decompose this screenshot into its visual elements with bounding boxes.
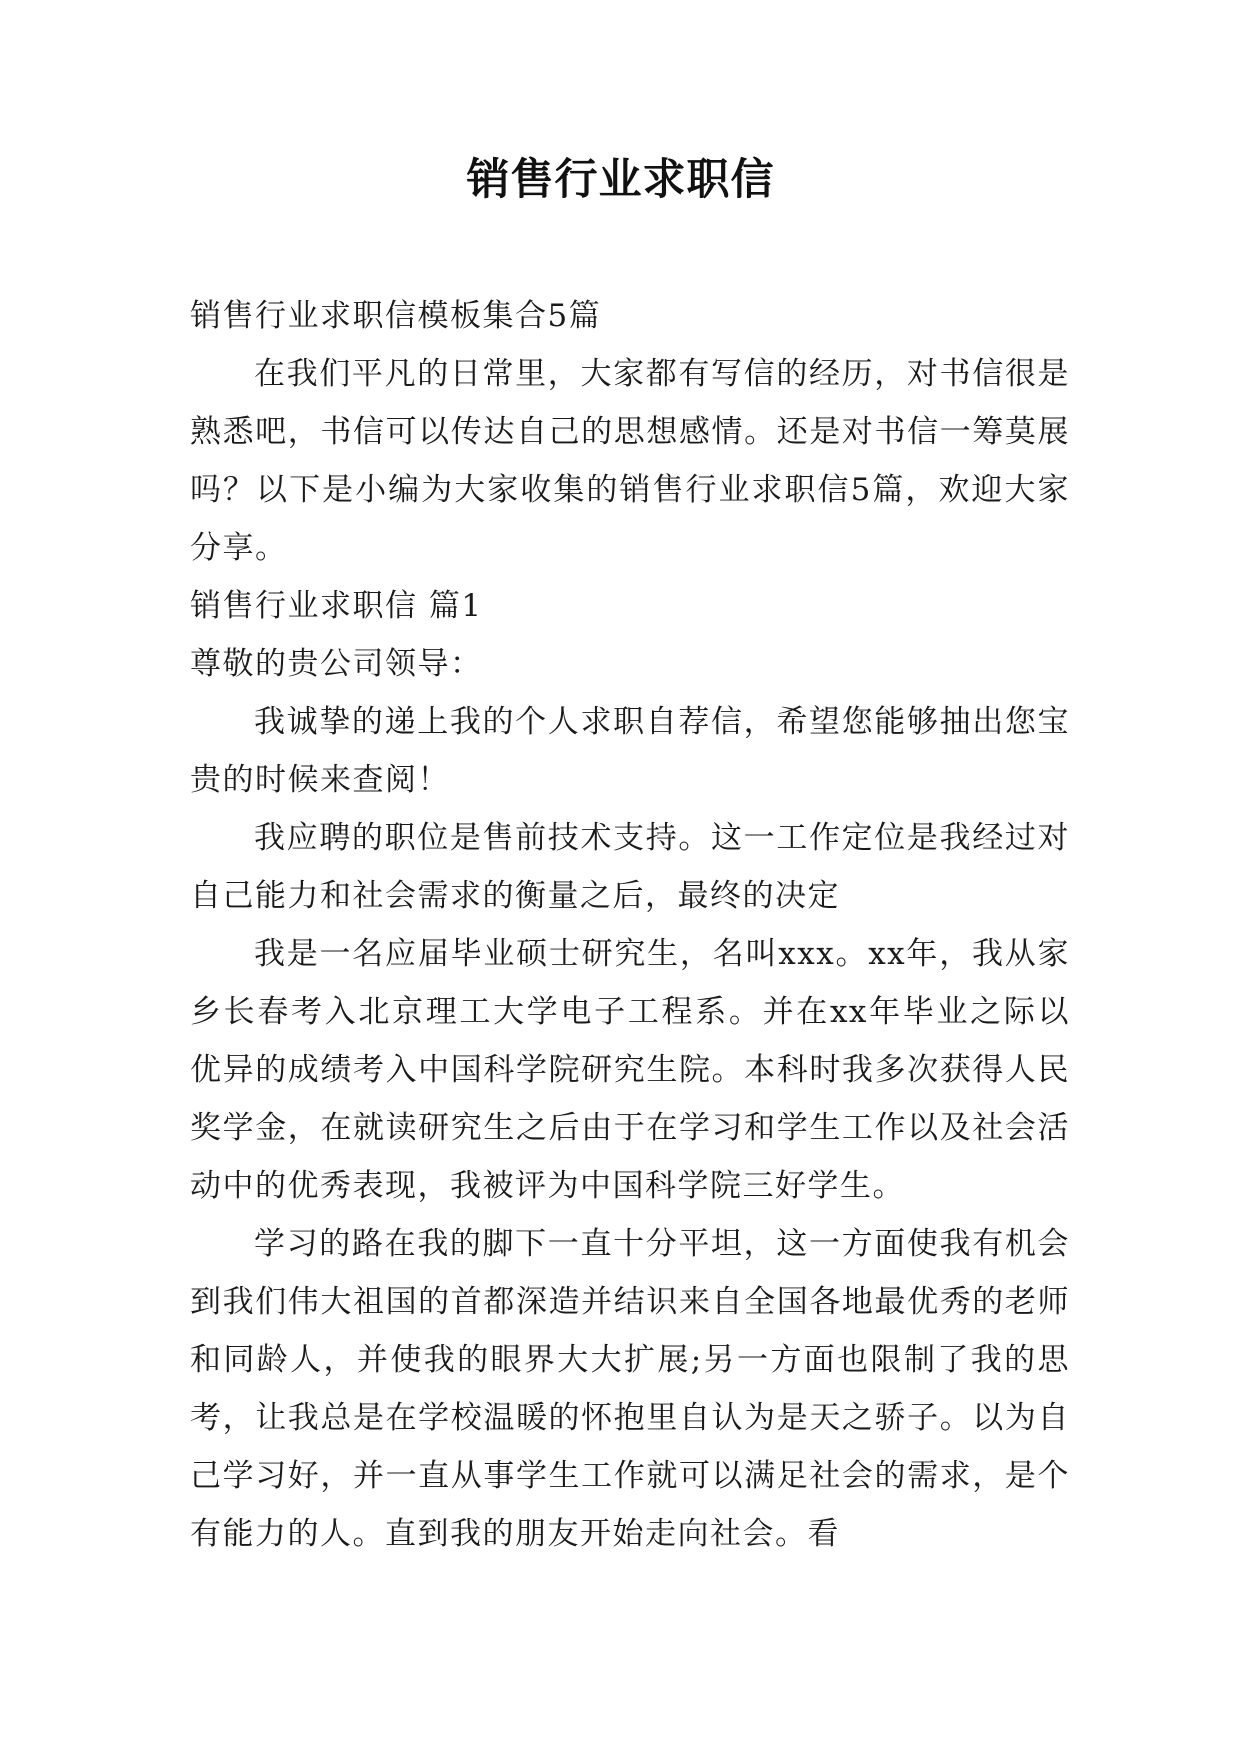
document-body xyxy=(190,287,1070,1563)
body-paragraph: 学习的路在我的脚下一直十分平坦，这一方面使我有机会到我们伟大祖国的首都深造并结识来自全国各地最优秀的老师和同龄人，并使我的眼界大大扩展;另一方面也限制了我的思考，让我总是在学校温暖的怀抱里自认为是天之骄子。以为自己学习好，并一直从事学生工作就可以满足社会的需求，是个有能力的人。直到我的朋友开始走向社会。看 xyxy=(190,1226,1070,1552)
body-paragraph: 我诚挚的递上我的个人求职自荐信，希望您能够抽出您宝贵的时候来查阅！ xyxy=(190,704,1070,798)
subtitle-line: 销售行业求职信模板集合5篇 xyxy=(190,298,602,334)
document-title: 销售行业求职信 xyxy=(466,155,775,205)
section-heading: 销售行业求职信 篇1 xyxy=(190,588,483,624)
body-paragraph: 我应聘的职位是售前技术支持。这一工作定位是我经过对自己能力和社会需求的衡量之后，最终的决定 xyxy=(190,820,1070,914)
body-paragraph: 我是一名应届毕业硕士研究生，名叫xxx。xx年，我从家乡长春考入北京理工大学电子工程系。并在xx年毕业之际以优异的成绩考入中国科学院研究生院。本科时我多次获得人民奖学金，在就读研究生之后由于在学习和学生工作以及社会活动中的优秀表现，我被评为中国科学院三好学生。 xyxy=(190,936,1070,1204)
intro-paragraph: 在我们平凡的日常里，大家都有写信的经历，对书信很是熟悉吧，书信可以传达自己的思想感情。还是对书信一筹莫展吗？以下是小编为大家收集的销售行业求职信5篇，欢迎大家分享。 xyxy=(190,356,1070,566)
salutation: 尊敬的贵公司领导： xyxy=(190,646,483,682)
